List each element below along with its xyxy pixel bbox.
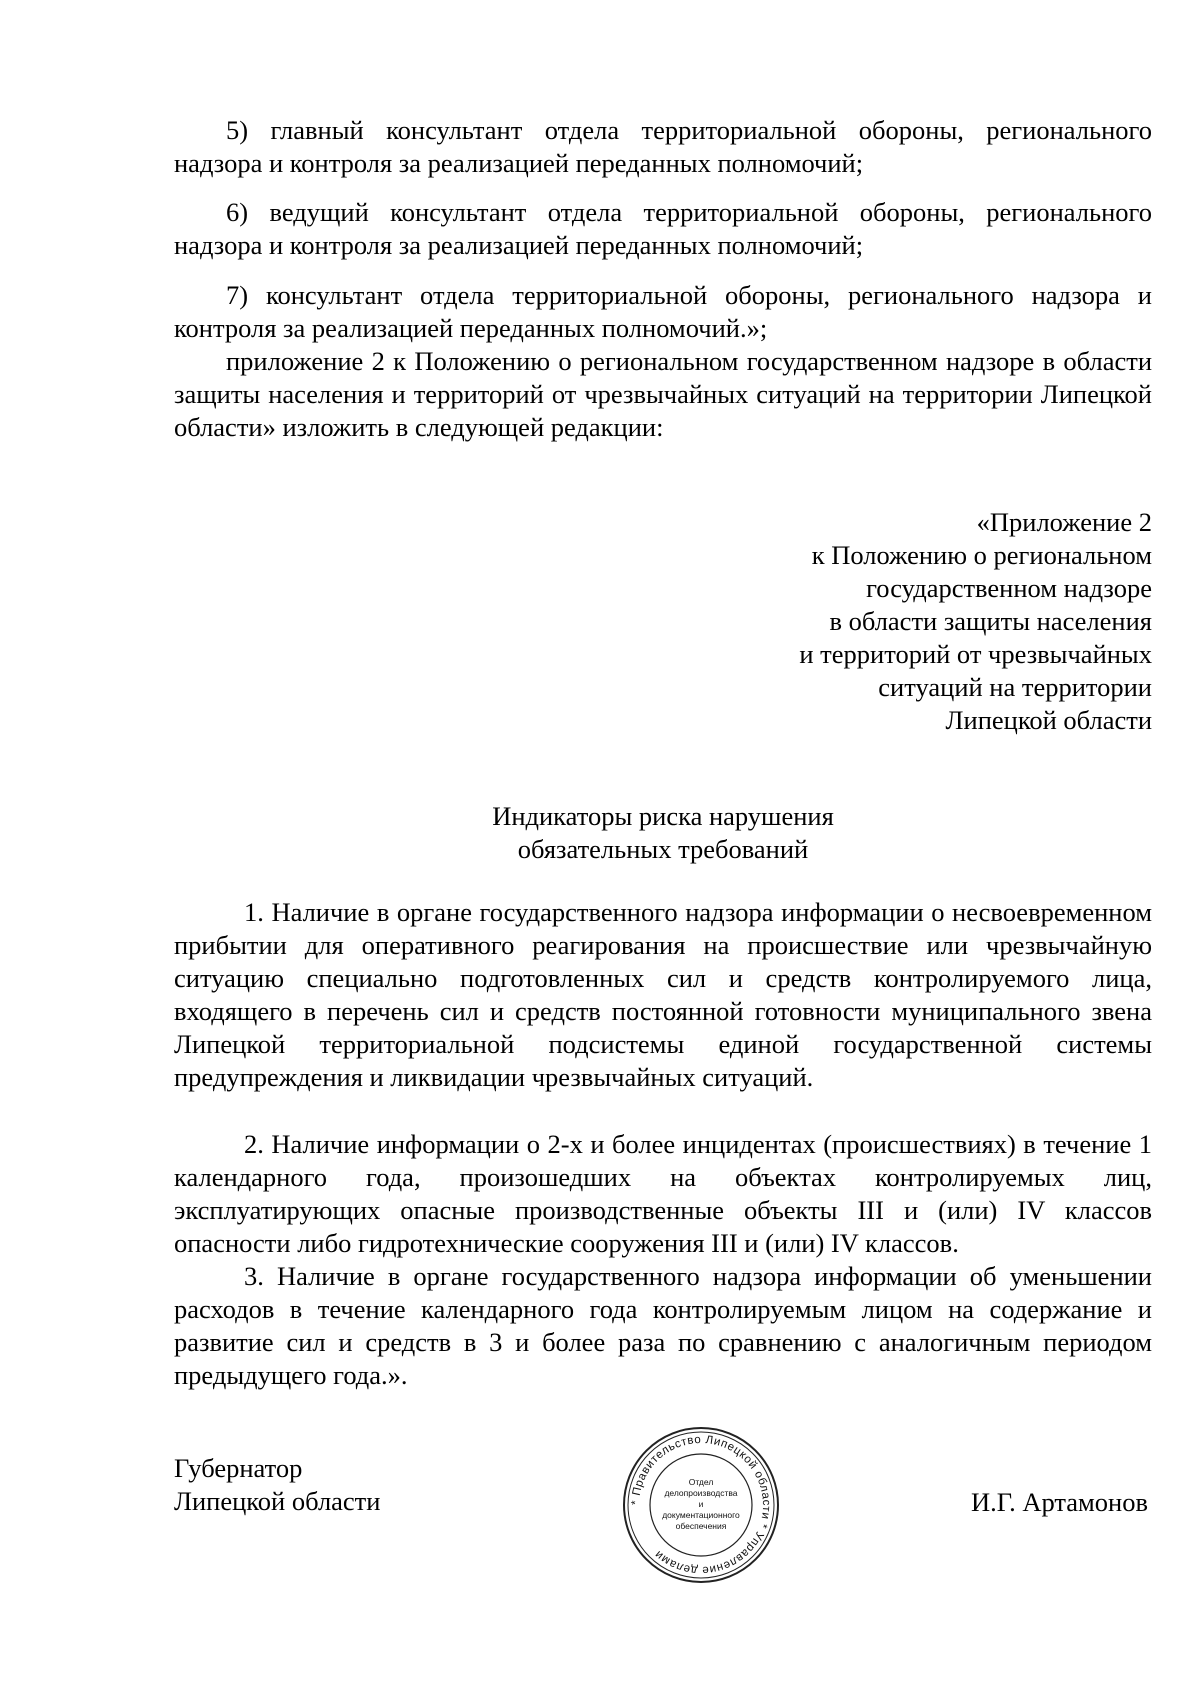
stamp-ring-text: * Правительство Липецкой области * Управление делами xyxy=(629,1433,773,1577)
section-heading-line-2: обязательных требований xyxy=(517,834,809,864)
indicator-item-1: 1. Наличие в органе государственного надзора информации о несвоевременном прибытии для оперативного реагирования на происшествие или чрезвычайную ситуацию специально подготовленных сил и средств контролируемого лица, входящего в перечень сил и средств постоянной готовности муниципального звена Липецкой территориальной подсистемы единой государственной системы предупреждения и ликвидации чрезвычайных ситуаций. xyxy=(174,897,1152,1092)
appendix-header-line: к Положению о региональном xyxy=(811,540,1152,570)
signatory-name: И.Г. Артамонов xyxy=(970,1487,1148,1517)
paragraph-item-5: 5) главный консультант отдела территориальной обороны, регионального надзора и контроля за реализацией переданных полномочий; xyxy=(174,115,1152,178)
indicator-item-2: 2. Наличие информации о 2-х и более инцидентах (происшествиях) в течение 1 календарного года, произошедших на объектах контролируемых лиц, эксплуатирующих опасные производственные объекты III и (или) IV классов опасности либо гидротехнические сооружения III и (или) IV классов. xyxy=(174,1129,1152,1258)
appendix-header-line: ситуаций на территории xyxy=(878,672,1152,702)
stamp-inner-line: Отдел xyxy=(688,1477,714,1487)
section-heading-line-1: Индикаторы риска нарушения xyxy=(492,801,834,831)
signatory-title-line-1: Губернатор xyxy=(174,1453,303,1483)
appendix-header-line: «Приложение 2 xyxy=(976,507,1152,537)
signatory-title xyxy=(174,1452,380,1518)
stamp-inner-line: обеспечения xyxy=(675,1521,727,1531)
appendix-header xyxy=(799,506,1152,737)
stamp-inner-line: делопроизводства и xyxy=(664,1488,738,1509)
appendix-header-line: Липецкой области xyxy=(945,705,1152,735)
section-heading xyxy=(174,800,1152,866)
paragraph-item-7: 7) консультант отдела территориальной обороны, регионального надзора и контроля за реализацией переданных полномочий.»; xyxy=(174,280,1152,343)
official-stamp xyxy=(621,1425,781,1585)
paragraph-item-6: 6) ведущий консультант отдела территориальной обороны, регионального надзора и контроля за реализацией переданных полномочий; xyxy=(174,197,1152,260)
stamp-inner-text xyxy=(661,1477,741,1532)
paragraph-appendix-intro: приложение 2 к Положению о региональном государственном надзоре в области защиты населения и территорий от чрезвычайных ситуаций на территории Липецкой области» изложить в следующей редакции: xyxy=(174,346,1152,442)
indicator-item-3: 3. Наличие в органе государственного надзора информации об уменьшении расходов в течение календарного года контролируемым лицом на содержание и развитие сил и средств в 3 и более раза по сравнению с аналогичным периодом предыдущего года.». xyxy=(174,1261,1152,1390)
signatory-title-line-2: Липецкой области xyxy=(174,1486,381,1516)
appendix-header-line: и территорий от чрезвычайных xyxy=(799,639,1152,669)
appendix-header-line: в области защиты населения xyxy=(829,606,1152,636)
stamp-inner-line: документационного xyxy=(662,1510,740,1520)
appendix-header-line: государственном надзоре xyxy=(866,573,1152,603)
